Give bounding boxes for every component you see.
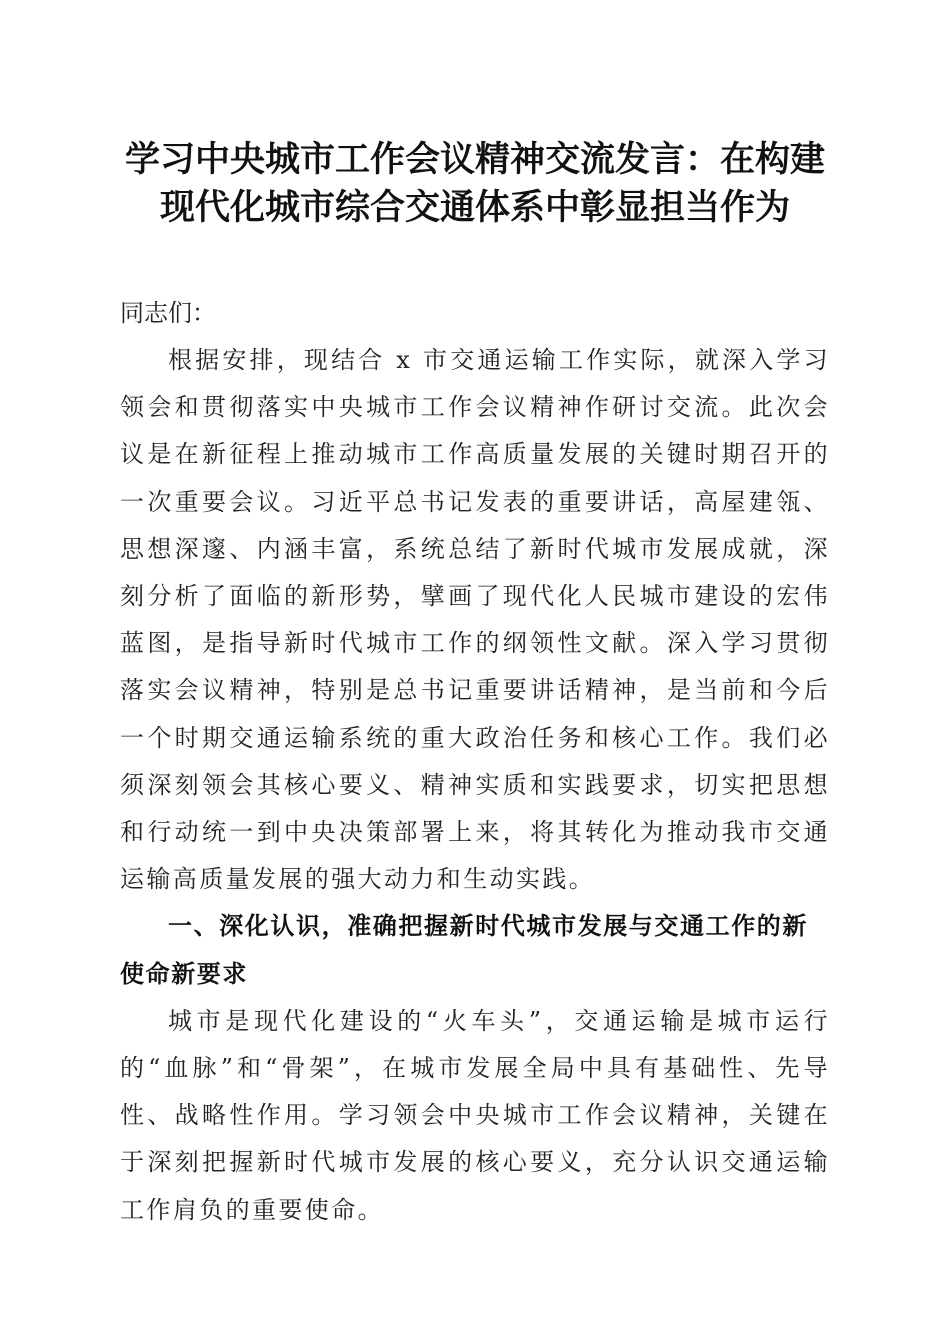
document-title <box>120 136 830 232</box>
document-page <box>120 136 830 1234</box>
body-paragraph-2: 城市是现代化建设的“火车头”，交通运输是城市运行的“血脉”和“骨架”，在城市发展全局中具有基础性、先导性、战略性作用。学习领会中央城市工作会议精神，关键在于深刻把握新时代城市发展的核心要义，充分认识交通运输工作肩负的重要使命。 <box>120 1006 830 1224</box>
section-heading-1: 一、深化认识，准确把握新时代城市发展与交通工作的新使命新要求 <box>120 912 808 988</box>
body-paragraph-1: 根据安排，现结合 x 市交通运输工作实际，就深入学习领会和贯彻落实中央城市工作会议精神作研讨交流。此次会议是在新征程上推动城市工作高质量发展的关键时期召开的一次重要会议。习近平总书记发表的重要讲话，高屋建瓴、思想深邃、内涵丰富，系统总结了新时代城市发展成就，深刻分析了面临的新形势，擘画了现代化人民城市建设的宏伟蓝图，是指导新时代城市工作的纲领性文献。深入学习贯彻落实会议精神，特别是总书记重要讲话精神，是当前和今后一个时期交通运输系统的重大政治任务和核心工作。我们必须深刻领会其核心要义、精神实质和实践要求，切实把思想和行动统一到中央决策部署上来，将其转化为推动我市交通运输高质量发展的强大动力和生动实践。 <box>120 346 830 894</box>
title-line-1: 学习中央城市工作会议精神交流发言：在构建 <box>124 139 825 180</box>
salutation: 同志们： <box>120 299 216 327</box>
title-line-2: 现代化城市综合交通体系中彰显担当作为 <box>159 187 790 228</box>
